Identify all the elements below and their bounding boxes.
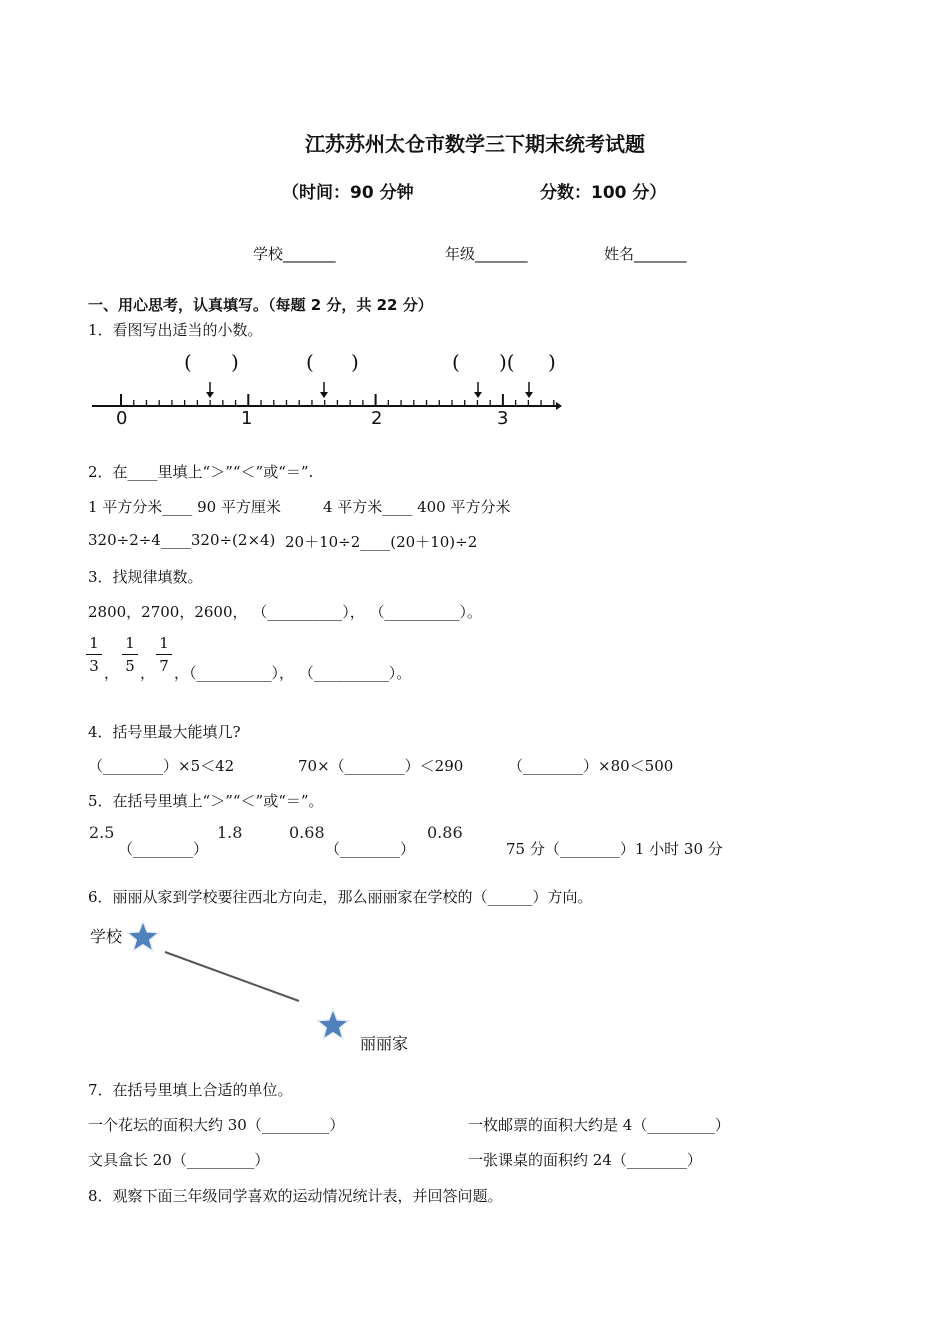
q4-a: （________）×5＜42 xyxy=(88,757,235,775)
q1-paren-1-close: ) xyxy=(231,350,239,374)
q5-value-2-5: 2.5 xyxy=(89,823,115,842)
q7-c: 文具盒长 20（_________） xyxy=(88,1151,270,1169)
q7-a: 一个花坛的面积大约 30（_________） xyxy=(88,1116,345,1134)
score-label: 分数：100 分） xyxy=(540,183,667,203)
q2-text: 2．在____里填上“＞”“＜”或“＝”. xyxy=(88,463,314,481)
path-line xyxy=(165,952,299,1001)
q7-b: 一枚邮票的面积大约是 4（_________） xyxy=(468,1116,730,1134)
name-field: 姓名_______ xyxy=(604,245,687,263)
q4-b: 70×（________）＜290 xyxy=(298,757,464,775)
q7-d: 一张课桌的面积约 24（________） xyxy=(468,1151,702,1169)
q3-text: 3．找规律填数。 xyxy=(88,568,203,586)
q5-text: 5．在括号里填上“＞”“＜”或“＝”。 xyxy=(88,792,324,810)
q5-value-0-86: 0.86 xyxy=(427,823,463,842)
q1-paren-1-open: ( xyxy=(184,350,192,374)
q2-line2-b: 20＋10÷2____(20＋10)÷2 xyxy=(285,533,478,551)
q1-text: 1．看图写出适当的小数。 xyxy=(88,321,263,339)
axis-label-1: 1 xyxy=(241,408,253,429)
number-line-arrowhead xyxy=(556,402,562,410)
school-field: 学校_______ xyxy=(253,245,336,263)
pointer-arrow-1 xyxy=(206,382,214,398)
q4-text: 4．括号里最大能填几? xyxy=(88,723,241,741)
q3-fraction-2 xyxy=(122,634,138,675)
number-line-ticks xyxy=(121,394,554,406)
q3-frac-comma-2: ， xyxy=(140,664,156,682)
q3-fraction-tail: ，（__________）， （__________）。 xyxy=(174,664,412,682)
q2-line1-a: 1 平方分米____ 90 平方厘米 xyxy=(88,498,281,516)
q2-line2-a: 320÷2÷4____320÷(2×4) xyxy=(88,531,276,549)
q1-paren-2-open: ( xyxy=(306,350,314,374)
pointer-arrow-3 xyxy=(474,382,482,398)
page-title: 江苏苏州太仓市数学三下期末统考试题 xyxy=(305,132,645,156)
time-label: （时间：90 分钟 xyxy=(282,183,414,203)
pointer-arrow-2 xyxy=(320,382,328,398)
number-line xyxy=(0,370,600,410)
section-1-header: 一、用心思考，认真填写。（每题 2 分，共 22 分） xyxy=(88,296,433,314)
fraction-numerator: 1 xyxy=(159,634,169,652)
home-label: 丽丽家 xyxy=(360,1034,409,1053)
grade-field: 年级_______ xyxy=(445,245,528,263)
q7-text: 7．在括号里填上合适的单位。 xyxy=(88,1081,293,1099)
home-star-icon xyxy=(317,1009,349,1039)
q5-blank-1: （________） xyxy=(118,840,209,858)
fraction-denominator: 7 xyxy=(159,657,169,675)
axis-label-3: 3 xyxy=(497,408,509,429)
q3-frac-comma-1: ， xyxy=(104,664,120,682)
q3-fraction-1 xyxy=(86,634,102,675)
q6-text: 6．丽丽从家到学校要往西北方向走，那么丽丽家在学校的（______）方向。 xyxy=(88,888,593,906)
fraction-numerator: 1 xyxy=(89,634,99,652)
direction-diagram xyxy=(120,915,360,1065)
axis-label-2: 2 xyxy=(371,408,383,429)
fraction-numerator: 1 xyxy=(125,634,135,652)
q2-line1-b: 4 平方米____ 400 平方分米 xyxy=(323,498,511,516)
q3-fraction-3 xyxy=(156,634,172,675)
axis-label-0: 0 xyxy=(116,408,128,429)
q5-c: 75 分（________）1 小时 30 分 xyxy=(506,840,723,858)
school-star-icon xyxy=(127,921,159,951)
pointer-arrow-4 xyxy=(525,382,533,398)
q5-value-0-68: 0.68 xyxy=(289,823,325,842)
fraction-denominator: 5 xyxy=(125,657,135,675)
q1-paren-3-open: ( xyxy=(452,350,460,374)
q5-blank-2: （________） xyxy=(325,840,416,858)
q8-text: 8．观察下面三年级同学喜欢的运动情况统计表，并回答问题。 xyxy=(88,1187,503,1205)
q4-c: （________）×80＜500 xyxy=(508,757,674,775)
q3-sequence: 2800，2700，2600， （__________）， （__________）。 xyxy=(88,603,483,621)
school-label: 学校 xyxy=(90,927,123,946)
q1-paren-2-close: ) xyxy=(351,350,359,374)
q1-paren-3-close-4-open: )( xyxy=(499,350,515,374)
q5-value-1-8: 1.8 xyxy=(217,823,243,842)
q1-paren-4-close: ) xyxy=(548,350,556,374)
fraction-denominator: 3 xyxy=(89,657,99,675)
